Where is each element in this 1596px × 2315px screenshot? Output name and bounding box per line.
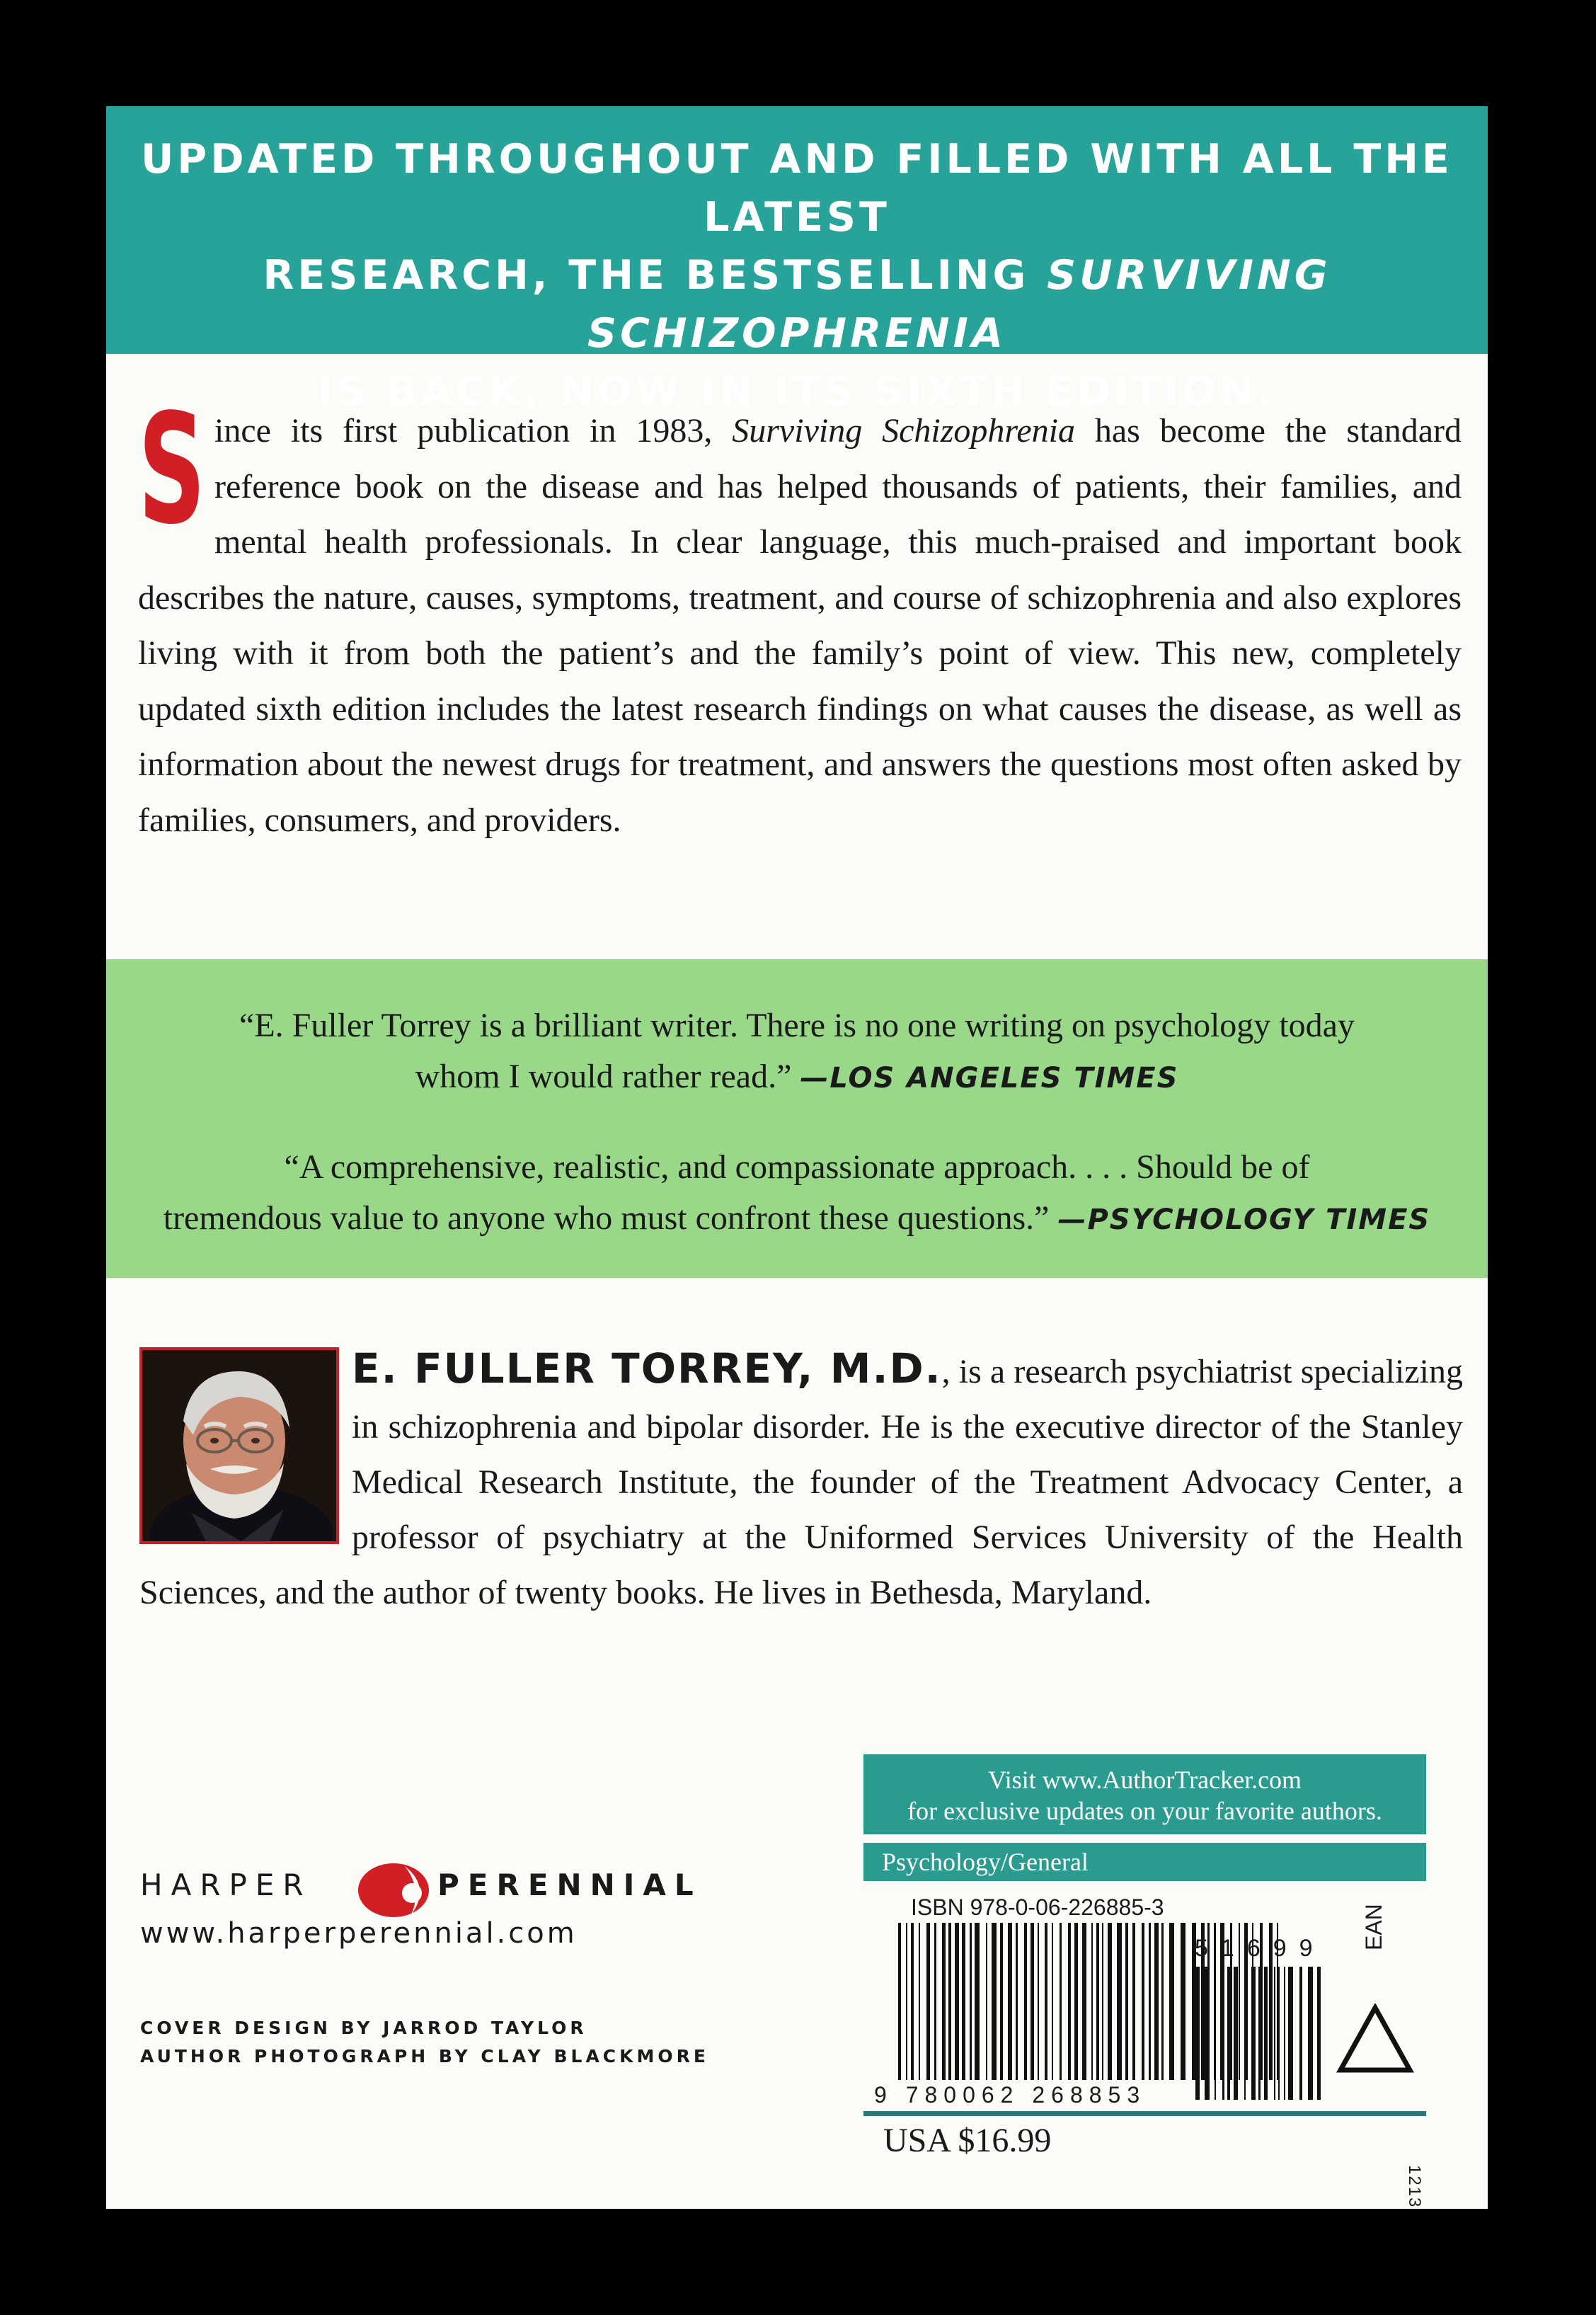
barcode-bar [1215,1967,1216,2100]
barcode-bar [1258,1967,1261,2100]
barcode-bar [962,1923,965,2080]
headline-line-3: IS BACK, NOW IN ITS SIXTH EDITION. [318,368,1276,415]
ean-label: EAN [1361,1904,1387,1950]
price: USA $16.99 [883,2122,1052,2159]
author-bio-text: , is a research psychiatrist specializing in schizophrenia and bipolar disorder. He is the executive director of the Stanley Medical Research Institute, the founder of the Treatment Advocacy Center, a professor of psychiatry at the Uniformed Services University of the Health Sciences, and the author of twenty books. He lives in Bethesda, Maryland. [139,1353,1463,1611]
publisher-logo-mark-icon [355,1862,433,1919]
barcode-bar [1264,1967,1268,2100]
barcode-bar [1154,1923,1159,2080]
quote-1-line-2 [106,1051,1488,1104]
barcode-bar [1227,1967,1230,2100]
barcode-bar [1222,1967,1224,2100]
barcode-bar [1060,1923,1062,2080]
barcode-bar [1278,1967,1280,2100]
barcode-bar [911,1923,914,2080]
headline-line-2 [106,246,1488,362]
headline-line-1: UPDATED THROUGHOUT AND FILLED WITH ALL THE LATEST [141,136,1453,241]
headline-book-title: SURVIVING SCHIZOPHRENIA [587,252,1331,357]
tracker-line-1: Visit www.AuthorTracker.com [987,1766,1302,1794]
barcode-bar [970,1923,972,2080]
barcode-bar [1102,1923,1103,2080]
headline-line-2-prefix: RESEARCH, THE BESTSELLING [263,252,1047,299]
author-bio [139,1341,1463,1620]
quote-2-line-1: “A comprehensive, realistic, and compassionate approach. . . . Should be of [284,1148,1310,1186]
barcode-bar [934,1923,936,2080]
barcode-bar [1308,1967,1313,2100]
barcode-bar [1288,1967,1293,2100]
tracker-line-2: for exclusive updates on your favorite authors. [907,1797,1382,1825]
barcode-bar [1000,1923,1003,2080]
barcode-bar [926,1923,930,2080]
quote-2-source: —PSYCHOLOGY TIMES [1057,1204,1431,1236]
description-part-2: has become the standard reference book on the disease and has helped thousands of patients, their families, and mental health professionals. In clear language, this much-praised and important book describes the nature, causes, symptoms, treatment, and course of schizophrenia and also explores living with it from both the patient’s and the family’s point of view. This new, completely updated sixth edition includes the latest research findings on what causes the disease, as well as information about the newest drugs for treatment, and answers the questions most often asked by families, consumers, and providers. [138,412,1462,839]
barcode-bar [1074,1923,1078,2080]
barcode-digits: 9 780062 268853 [874,2082,1147,2108]
barcode-bar [1045,1923,1047,2080]
barcode-bar [1317,1967,1321,2100]
barcode-bar [1142,1923,1144,2080]
barcode-bar [1108,1923,1112,2080]
book-back-cover [106,106,1488,2209]
barcode-bar [919,1923,920,2080]
barcode-bar [1117,1923,1122,2080]
barcode-bar [1024,1923,1027,2080]
barcode-bar [1052,1923,1053,2080]
barcode-bar [942,1923,946,2080]
price-rule [863,2111,1426,2116]
barcode-bar [1149,1923,1151,2080]
category-label: Psychology/General [863,1843,1426,1881]
barcode-bar [898,1923,901,2080]
drop-cap: S [138,382,206,558]
barcode-bar [1161,1923,1164,2080]
barcode-bar [1091,1923,1093,2080]
barcode-bar [1299,1967,1302,2100]
barcode-bar [1008,1923,1012,2080]
publisher-name-perennial: PERENNIAL [437,1868,702,1902]
cover-design-credit: COVER DESIGN BY JARROD TAYLOR [140,2018,587,2038]
barcode-bar [1274,1967,1275,2100]
author-tracker-box [863,1754,1426,1834]
isbn-number: ISBN 978-0-06-226885-3 [911,1894,1164,1920]
description-book-title: Surviving Schizophrenia [732,412,1075,450]
triangle-icon [1336,2004,1414,2074]
quote-1-text: whom I would rather read.” [415,1058,800,1095]
barcode-bar [1096,1923,1099,2080]
review-quote-2 [106,1142,1488,1245]
barcode-bar [1169,1923,1174,2080]
publisher-logo [140,1862,706,1911]
barcode-bar [986,1923,987,2080]
barcode-bar [1244,1967,1246,2100]
barcode-bar [1234,1967,1238,2100]
print-code: 1213 [1405,2165,1424,2209]
barcode-bar [948,1923,951,2080]
barcode-bar [1016,1923,1018,2080]
barcode-bar [975,1923,980,2080]
quote-1-line-1: “E. Fuller Torrey is a brilliant writer. There is no one writing on psychology today [239,1007,1355,1044]
addon-barcode-icon [1193,1967,1327,2100]
quotes-band [106,959,1488,1278]
author-name: E. FULLER TORREY, M.D. [352,1344,942,1393]
barcode-bar [955,1923,959,2080]
barcode-bar [1284,1967,1285,2100]
publisher-name-harper: HARPER [140,1868,312,1902]
barcode-bar [1195,1967,1200,2100]
quote-2-text: tremendous value to anyone who must confront these questions.” [163,1199,1058,1237]
quote-1-source: —LOS ANGELES TIMES [800,1062,1179,1094]
barcode-bar [1132,1923,1135,2080]
barcode-bar [1251,1967,1256,2100]
review-quote-1 [106,1000,1488,1104]
barcode-bar [992,1923,997,2080]
barcode-bar [1205,1967,1210,2100]
quote-2-line-2 [106,1193,1488,1245]
ean-addon-digits: 51699 [1195,1935,1326,1962]
description-part-1: ince its first publication in 1983, [214,412,733,450]
barcode-bar [1068,1923,1071,2080]
headline-band [106,106,1488,415]
barcode-bar [1181,1923,1185,2080]
barcode-bar [1125,1923,1128,2080]
author-photo-credit: AUTHOR PHOTOGRAPH BY CLAY BLACKMORE [140,2046,709,2067]
barcode-bar [1038,1923,1039,2080]
barcode-bar [906,1923,907,2080]
barcode-bar [1030,1923,1034,2080]
barcode-bar [1082,1923,1086,2080]
publisher-url: www.harperperennial.com [140,1917,578,1950]
